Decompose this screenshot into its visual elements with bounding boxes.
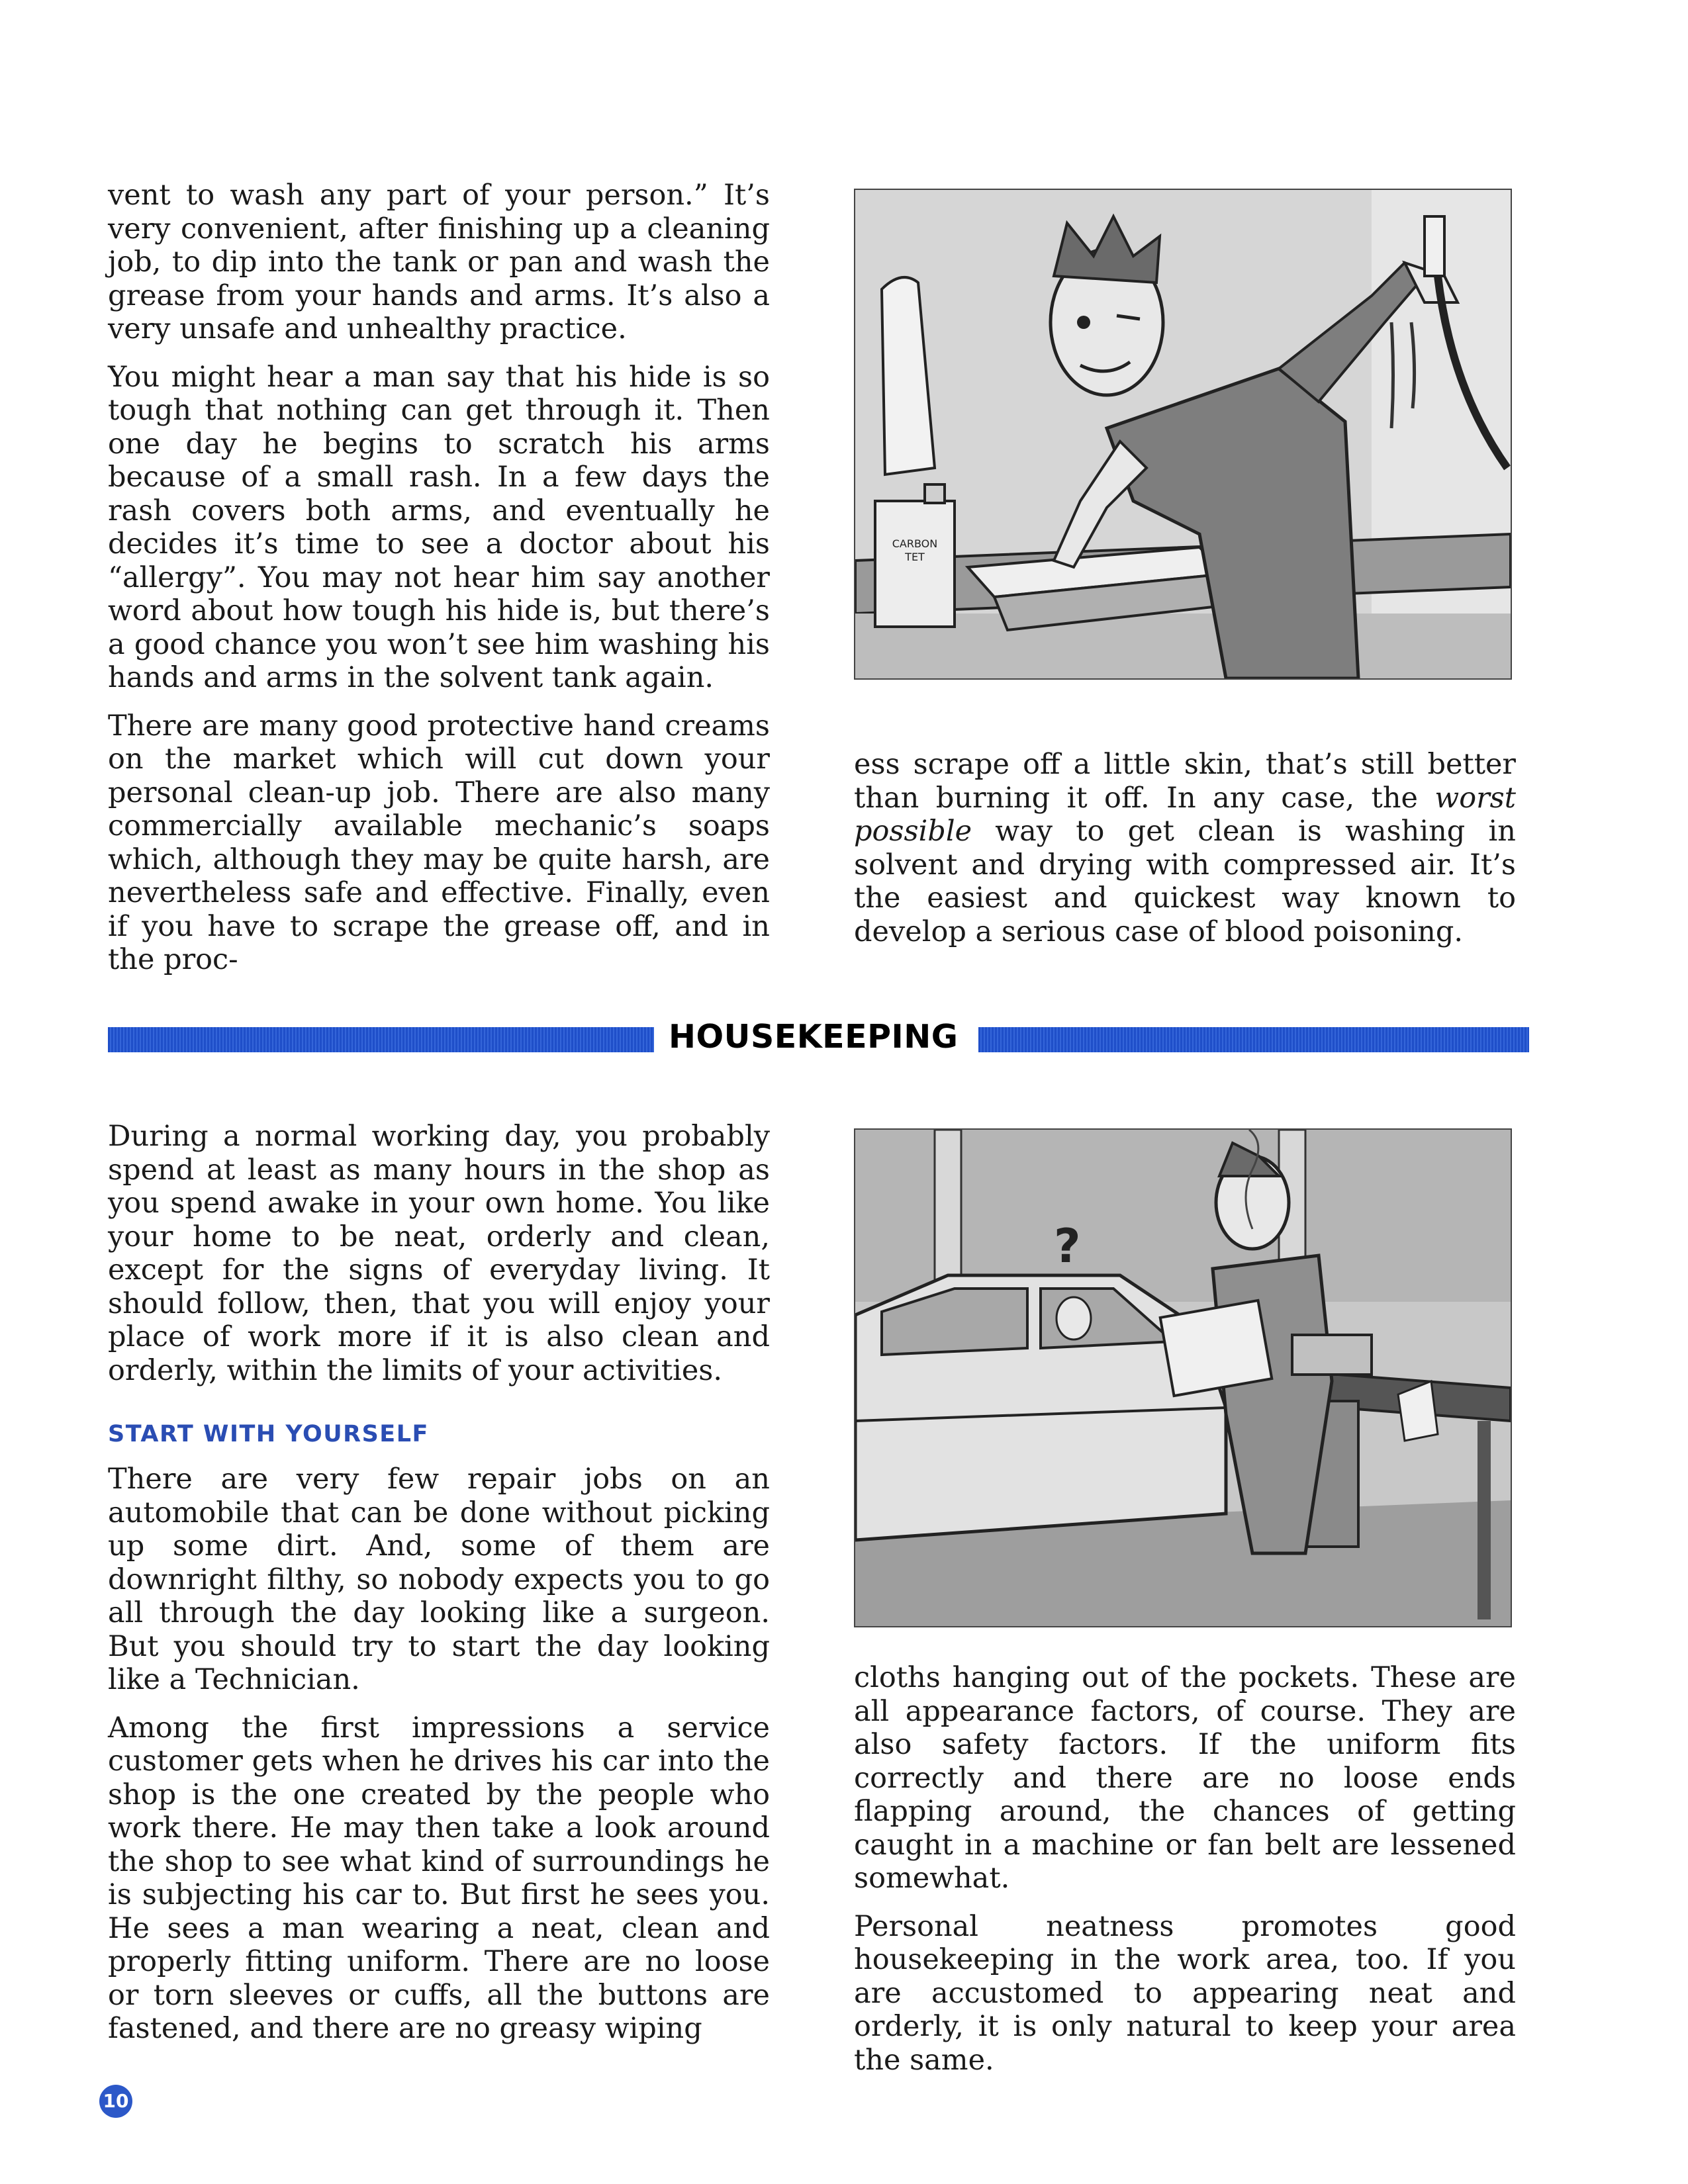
- page-number: 10: [99, 2085, 132, 2118]
- paragraph: vent to wash any part of your person.” It’s very convenient, after finishing up a cleaning job, to dip into the tank or pan and wash the grease from your hands and arms. It’s also a very unsafe and unhealthy practice.: [108, 179, 770, 345]
- svg-text:?: ?: [1054, 1219, 1081, 1273]
- top-right-column: [854, 748, 1516, 963]
- paragraph-text: way to get clean is washing in solvent and drying with compressed air. It’s the easiest and quickest way known to develop a serious case of blood poisoning.: [854, 815, 1516, 948]
- bottom-left-column: [108, 1463, 770, 2060]
- paragraph: You might hear a man say that his hide is so tough that nothing can get through it. Then one day he begins to scratch his arms because of a small rash. In a few days the rash covers both arms, and eventually he decides it’s time to see a doctor about his “allergy”. You may not hear him say another word about how tough his hide is, but there’s a good chance you won’t see him washing his hands and arms in the solvent tank again.: [108, 360, 770, 694]
- section-banner-right-bar: [978, 1027, 1529, 1052]
- paragraph-text: ess scrape off a little skin, that’s still better than burning it off. In any case, the: [854, 748, 1516, 815]
- subheading: START WITH YOURSELF: [108, 1421, 429, 1447]
- section-banner-left-bar: [108, 1027, 654, 1052]
- svg-text:TET: TET: [905, 551, 925, 563]
- carbon-tet-can: [875, 484, 955, 627]
- top-left-column: [108, 179, 770, 991]
- svg-text:CARBON: CARBON: [892, 537, 938, 550]
- bottom-right-column: [854, 1661, 1516, 2091]
- section-title: HOUSEKEEPING: [669, 1018, 959, 1056]
- paragraph: [854, 748, 1516, 948]
- shop-car-illustration: [854, 1128, 1512, 1627]
- emphasis-text: worst possible: [854, 781, 1516, 848]
- paragraph: Personal neatness promotes good housekeeping in the work area, too. If you are accustomed to appearing neat and orderly, it is only natural to keep your area the same.: [854, 1909, 1516, 2077]
- paragraph: There are very few repair jobs on an automobile that can be done without picking up some dirt. And, some of them are downright filthy, so nobody expects you to go all through the day looking like a surgeon. But you should try to start the day looking like a Technician.: [108, 1463, 770, 1696]
- paragraph: cloths hanging out of the pockets. These are all appearance factors, of course. They are also safety factors. If the uniform fits correctly and there are no loose ends flapping around, the chances of getting caught in a machine or fan belt are lessened somewhat.: [854, 1661, 1516, 1895]
- paragraph: Among the first impressions a service customer gets when he drives his car into the shop is the one created by the people who work there. He may then take a look around the shop to see what kind of surroundings he is subjecting his car to. But first he sees you. He sees a man wearing a neat, clean and properly fitting uniform. There are no loose or torn sleeves or cuffs, all the buttons are fastened, and there are no greasy wiping: [108, 1711, 770, 2045]
- paragraph: There are many good protective hand creams on the market which will cut down your personal clean-up job. There are also many commercially available mechanic’s soaps which, although they may be quite harsh, are nevertheless safe and effective. Finally, even if you have to scrape the grease off, and in the proc-: [108, 709, 770, 976]
- bottom-left-intro: [108, 1120, 770, 1402]
- solvent-wash-drawing: [855, 190, 1511, 678]
- solvent-wash-illustration: [854, 189, 1512, 680]
- shop-car-drawing: [855, 1130, 1511, 1626]
- paragraph: During a normal working day, you probably spend at least as many hours in the shop as you spend awake in your own home. You like your home to be neat, orderly and clean, except for the signs of everyday living. It should follow, then, that you will enjoy your place of work more if it is also clean and orderly, within the limits of your activities.: [108, 1120, 770, 1387]
